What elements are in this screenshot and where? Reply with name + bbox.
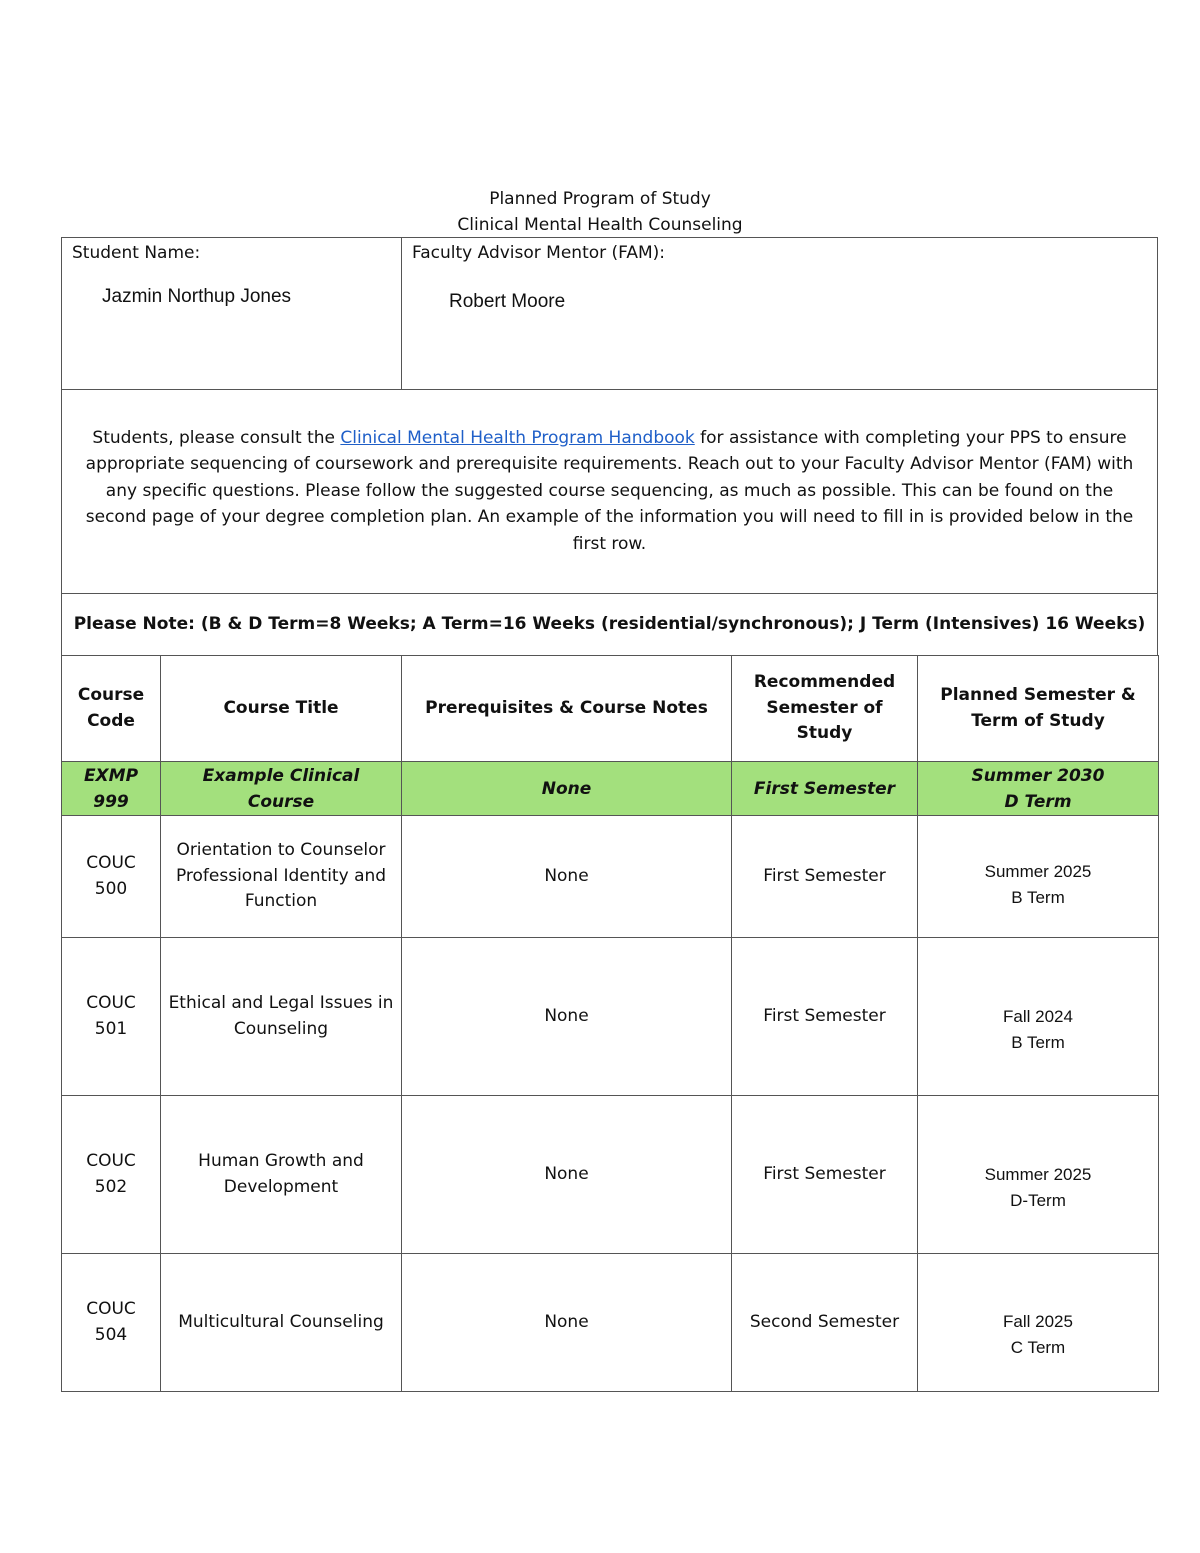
course-prereq: None xyxy=(402,1096,732,1254)
course-recommended: Second Semester xyxy=(732,1254,918,1392)
course-recommended: First Semester xyxy=(732,1096,918,1254)
student-name-value[interactable]: Jazmin Northup Jones xyxy=(102,286,292,307)
instructions-intro: Students, please consult the xyxy=(92,427,341,448)
handbook-link[interactable]: Clinical Mental Health Program Handbook xyxy=(340,427,695,448)
planned-term: D-Term xyxy=(1010,1190,1066,1210)
example-planned xyxy=(918,762,1159,816)
planned-term: C Term xyxy=(1010,1337,1066,1357)
course-prereq: None xyxy=(402,816,732,938)
example-prereq: None xyxy=(402,762,732,816)
course-recommended: First Semester xyxy=(732,816,918,938)
term-note: Please Note: (B & D Term=8 Weeks; A Term=16 Weeks (residential/synchronous); J Term (Intensives) 16 Weeks) xyxy=(61,593,1158,656)
header-planned-semester: Planned Semester & Term of Study xyxy=(918,656,1159,762)
course-planned[interactable] xyxy=(918,1254,1159,1392)
course-prereq: None xyxy=(402,1254,732,1392)
table-header-row xyxy=(62,656,1159,762)
planned-term: B Term xyxy=(1011,887,1065,907)
advisor-label: Faculty Advisor Mentor (FAM): xyxy=(412,243,666,263)
course-prereq: None xyxy=(402,938,732,1096)
planned-semester: Summer 2025 xyxy=(984,862,1092,881)
planned-semester: Summer 2025 xyxy=(984,1165,1092,1184)
instructions-body: for assistance with completing your PPS to ensure appropriate sequencing of coursework and prerequisite requirements. Reach out to your Faculty Advisor Mentor (FAM) with any specific questions. Please follow the suggested course sequencing, as much as possible. This can be found on the second page of your degree completion plan. An example of the information you will need to fill in is provided below in the first row. xyxy=(85,427,1134,554)
header-recommended-semester: Recommended Semester of Study xyxy=(732,656,918,762)
course-code: COUC 500 xyxy=(62,816,161,938)
advisor-cell xyxy=(402,238,1157,389)
instructions-box xyxy=(61,389,1158,594)
student-info-box xyxy=(61,237,1158,390)
example-row xyxy=(62,762,1159,816)
planned-semester: Fall 2024 xyxy=(1003,1007,1073,1026)
table-row xyxy=(62,938,1159,1096)
instructions-text xyxy=(62,425,1157,558)
student-name-cell xyxy=(62,238,402,389)
course-planned[interactable] xyxy=(918,816,1159,938)
course-planned[interactable] xyxy=(918,938,1159,1096)
course-title: Human Growth and Development xyxy=(161,1096,402,1254)
document-title: Planned Program of Study xyxy=(489,189,711,209)
course-title: Ethical and Legal Issues in Counseling xyxy=(161,938,402,1096)
table-row xyxy=(62,1096,1159,1254)
course-recommended: First Semester xyxy=(732,938,918,1096)
course-table xyxy=(61,655,1159,1392)
course-code: COUC 504 xyxy=(62,1254,161,1392)
header-course-code: Course Code xyxy=(62,656,161,762)
course-title: Orientation to Counselor Professional Identity and Function xyxy=(161,816,402,938)
example-recommended: First Semester xyxy=(732,762,918,816)
course-planned[interactable] xyxy=(918,1096,1159,1254)
example-planned-semester: Summer 2030 xyxy=(971,765,1105,786)
student-name-label: Student Name: xyxy=(72,243,201,263)
example-planned-term: D Term xyxy=(1004,791,1072,812)
course-title: Multicultural Counseling xyxy=(161,1254,402,1392)
header-prerequisites: Prerequisites & Course Notes xyxy=(402,656,732,762)
course-code: COUC 501 xyxy=(62,938,161,1096)
advisor-value[interactable]: Robert Moore xyxy=(449,291,566,312)
header-course-title: Course Title xyxy=(161,656,402,762)
planned-term: B Term xyxy=(1011,1032,1065,1052)
course-code: COUC 502 xyxy=(62,1096,161,1254)
example-title: Example Clinical Course xyxy=(161,762,402,816)
planned-semester: Fall 2025 xyxy=(1003,1312,1073,1331)
example-code: EXMP 999 xyxy=(62,762,161,816)
table-row xyxy=(62,816,1159,938)
document-subtitle: Clinical Mental Health Counseling xyxy=(457,215,743,235)
table-row xyxy=(62,1254,1159,1392)
